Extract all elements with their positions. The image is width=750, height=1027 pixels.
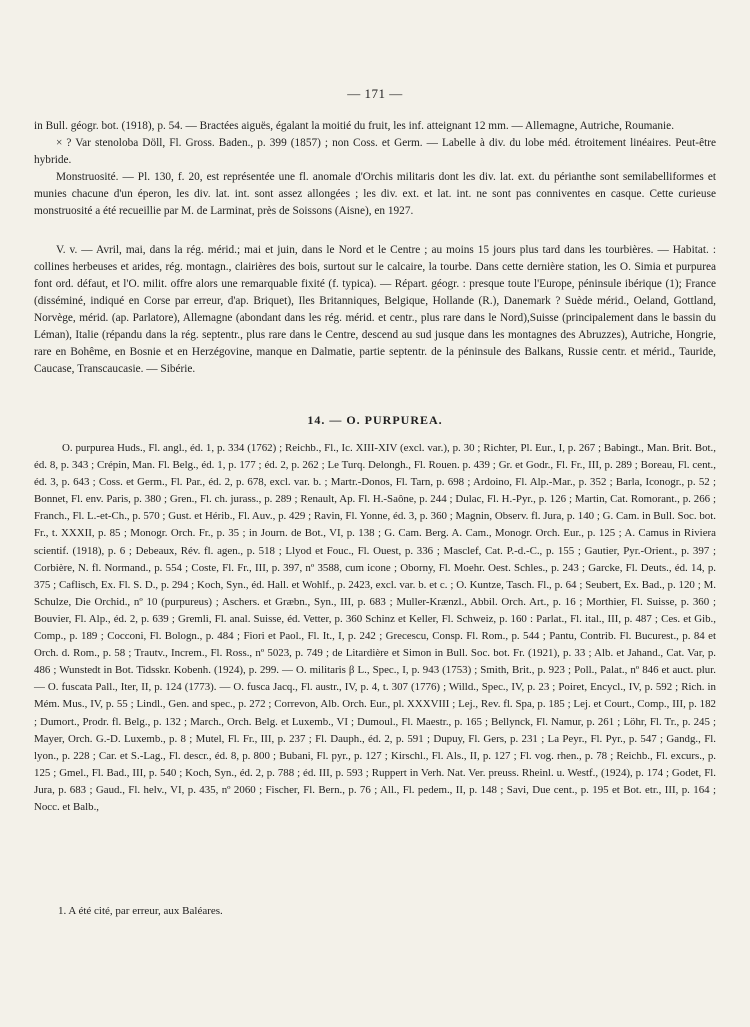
paragraph-distribution: V. v. — Avril, mai, dans la rég. mérid.; mai et juin, dans le Nord et le Centre ; au moins 15 jours plus tard dans les tourbières. — Habitat. : collines herbeuses et arides, rég. montagn., clairières des bois, surtout sur le calcaire, la tourbe. Dans cette dernière station, les O. Simia et purpurea font ord. défaut, et l'O. milit. offre alors une remarquable fixité (f. typica). — Répart. géogr. : presque toute l'Europe, péninsule ibérique (1); France (disséminé, indiqué en Corse par erreur, d'ap. Briquet), Iles Britanniques, Belgique, Hollande (R.), Danemark ? Suède mérid., Oeland, Gottland, Norvège, mérid. (ap. Parlatore), Allemagne (abondant dans les rég. mérid. et centr., plus rare dans le Nord),Suisse (principalement dans le bassin du Léman), Italie (répandu dans la rég. septentr., plus rare dans le Centre, descend au sud jusque dans les montagnes des Abruzzes), Autriche, Hongrie, rare en Bohême, en Bosnie et en Herzégovine, manque en Dalmatie, partie septentr. de la péninsule des Balkans, Russie centr. et mérid., Tauride, Caucase, Transcaucasie. — Sibérie.	[34, 244, 716, 375]
page-number: — 171 —	[347, 86, 403, 101]
synonymy-block	[34, 440, 716, 816]
paragraph-monstruosite: Monstruosité. — Pl. 130, f. 20, est représentée une fl. anomale d'Orchis militaris dont les div. lat. ext. du périanthe sont semilabelliformes et munies chacune d'un éperon, les div. lat. int. sont assez allongées ; les div. ext. et lat. int. ne sont pas conniventes en casque. Cette curieuse monstruosité a été recueillie par M. de Larminat, près de Soissons (Aisne), en 1927.	[34, 171, 716, 217]
intro-block	[34, 118, 716, 220]
paragraph-var-stenoloba: × ? Var stenoloba Döll, Fl. Gross. Baden., p. 399 (1857) ; non Coss. et Germ. — Labelle à div. du lobe méd. étroitement linéaires. Peut-être hybride.	[34, 137, 716, 166]
paragraph-synonymy: O. purpurea Huds., Fl. angl., éd. 1, p. 334 (1762) ; Reichb., Fl., Ic. XIII-XIV (excl. var.), p. 30 ; Richter, Pl. Eur., I, p. 267 ; Babingt., Man. Brit. Bot., éd. 8, p. 343 ; Crépin, Man. Fl. Belg., éd. 1, p. 177 ; éd. 2, p. 262 ; Le Turq. Delongh., Fl. Rouen. p. 439 ; Gr. et Godr., Fl. Fr., III, p. 289 ; Boreau, Fl. cent., éd. 3, p. 643 ; Coss. et Germ., Fl. Par., éd. 2, p. 678, excl. var. b. ; Martr.-Donos, Fl. Tarn, p. 698 ; Ardoino, Fl. Alp.-Mar., p. 352 ; Barla, Iconogr., p. 52 ; Bonnet, Fl. env. Paris, p. 380 ; Gren., Fl. ch. jurass., p. 289 ; Renault, Ap. Fl. H.-Saône, p. 244 ; Dulac, Fl. H.-Pyr., p. 126 ; Martin, Cat. Romorant., p. 266 ; Franch., Fl. L.-et-Ch., p. 570 ; Gust. et Hérib., Fl. Auv., p. 429 ; Ravin, Fl. Yonne, éd. 3, p. 360 ; Magnin, Observ. fl. Jura, p. 140 ; G. Cam. in Bull. Soc. bot. Fr., t. XXXII, p. 85 ; Monogr. Orch. Fr., p. 35 ; in Journ. de Bot., VI, p. 138 ; G. Cam. Berg. A. Cam., Monogr. Orch. Eur., p. 125 ; A. Camus in Riviera scientif. (1918), p. 6 ; Debeaux, Rév. fl. agen., p. 518 ; Llyod et Fouc., Fl. Ouest, p. 336 ; Masclef, Cat. P.-d.-C., p. 155 ; Gautier, Pyr.-Orient., p. 397 ; Corbière, N. fl. Normand., p. 554 ; Coste, Fl. Fr., III, p. 397, nº 3588, cum icone ; Oborny, Fl. Moehr. Oest. Schles., p. 243 ; Garcke, Fl. Deuts., éd. 14, p. 375 ; Caflisch, Ex. Fl. S. D., p. 294 ; Koch, Syn., éd. Hall. et Wohlf., p. 2423, excl. var. b. et c. ; O. Kuntze, Tasch. Fl., p. 64 ; Seubert, Ex. Bad., p. 120 ; M. Schulze, Die Orchid., nº 10 (purpureus) ; Aschers. et Græbn., Syn., III, p. 683 ; Muller-Krænzl., Abbil. Orch. Art., p. 16 ; Morthier, Fl. Suisse, p. 360 ; Bouvier, Fl. Alp., éd. 2, p. 639 ; Gremli, Fl. anal. Suisse, éd. Vetter, p. 360 Schinz et Keller, Fl. Schweiz, p. 160 : Parlat., Fl. ital., III, p. 487 ; Ces. et Gib., Comp., p. 189 ; Cocconi, Fl. Bologn., p. 484 ; Fiori et Paol., Fl. It., I, p. 242 ; Grecescu, Consp. Fl. Rom., p. 544 ; Pantu, Contrib. Fl. Bucurest., p. 84 et Orch. d. Rom., p. 58 ; Trautv., Increm., Fl. Ross., nº 5023, p. 749 ; de Litardière et Simon in Bull. Soc. bot. Fr. (1921), p. 33 ; Alb. et Jahand., Cat. Var, p. 486 ; Wunstedt in Bot. Tidsskr. Kobenh. (1924), p. 299. — O. militaris β L., Spec., I, p. 943 (1753) ; Smith, Brit., p. 923 ; Poll., Palat., nº 846 et auct. plur.— O. fuscata Pall., Iter, II, p. 124 (1773). — O. fusca Jacq., Fl. austr., IV, p. 4, t. 307 (1776) ; Willd., Spec., IV, p. 23 ; Poiret, Encycl., IV, p. 592 ; Rich. in Mém. Mus., IV, p. 55 ; Lindl., Gen. and spec., p. 272 ; Correvon, Alb. Orch. Eur., pl. XXXVIII ; Lej., Rev. fl. Spa, p. 185 ; Lej. et Court., Comp., III, p. 182 ; Dumort., Prodr. fl. Belg., p. 132 ; March., Orch. Belg. et Luxemb., VI ; Dumoul., Fl. Maestr., p. 165 ; Bellynck, Fl. Namur, p. 261 ; Löhr, Fl. Tr., p. 245 ; Mayer, Orch. G.-D. Luxemb., p. 8 ; Mutel, Fl. Fr., III, p. 237 ; Fl. Dauph., éd. 2, p. 591 ; Dupuy, Fl. Gers, p. 231 ; La Peyr., Fl. Pyr., p. 547 ; Gandg., Fl. lyon., p. 228 ; Car. et S.-Lag., Fl. descr., éd. 8, p. 800 ; Bubani, Fl. pyr., p. 127 ; Kirschl., Fl. Als., II, p. 127 ; Fl. vog. rhen., p. 78 ; Reichb., Fl. excurs., p. 125 ; Gmel., Fl. Bad., III, p. 540 ; Koch, Syn., éd. 2, p. 788 ; éd. III, p. 593 ; Ruppert in Verh. Nat. Ver. preuss. Rheinl. u. Westf., (1924), p. 174 ; Godet, Fl. Jura, p. 683 ; Gaud., Fl. helv., VI, p. 435, nº 2060 ; Fischer, Fl. Bern., p. 76 ; All., Fl. pedem., II, p. 148 ; Savi, Due cent., p. 195 et Bot. etr., III, p. 164 ; Nocc. et Balb.,	[34, 442, 716, 813]
section-heading: 14. — O. PURPUREA.	[307, 413, 443, 427]
footnote: 1. A été cité, par erreur, aux Baléares.	[58, 905, 223, 917]
distribution-block	[34, 242, 716, 378]
paragraph-bracts: in Bull. géogr. bot. (1918), p. 54. — Bractées aiguës, égalant la moitié du fruit, les inf. atteignant 12 mm. — Allemagne, Autriche, Roumanie.	[34, 120, 675, 132]
